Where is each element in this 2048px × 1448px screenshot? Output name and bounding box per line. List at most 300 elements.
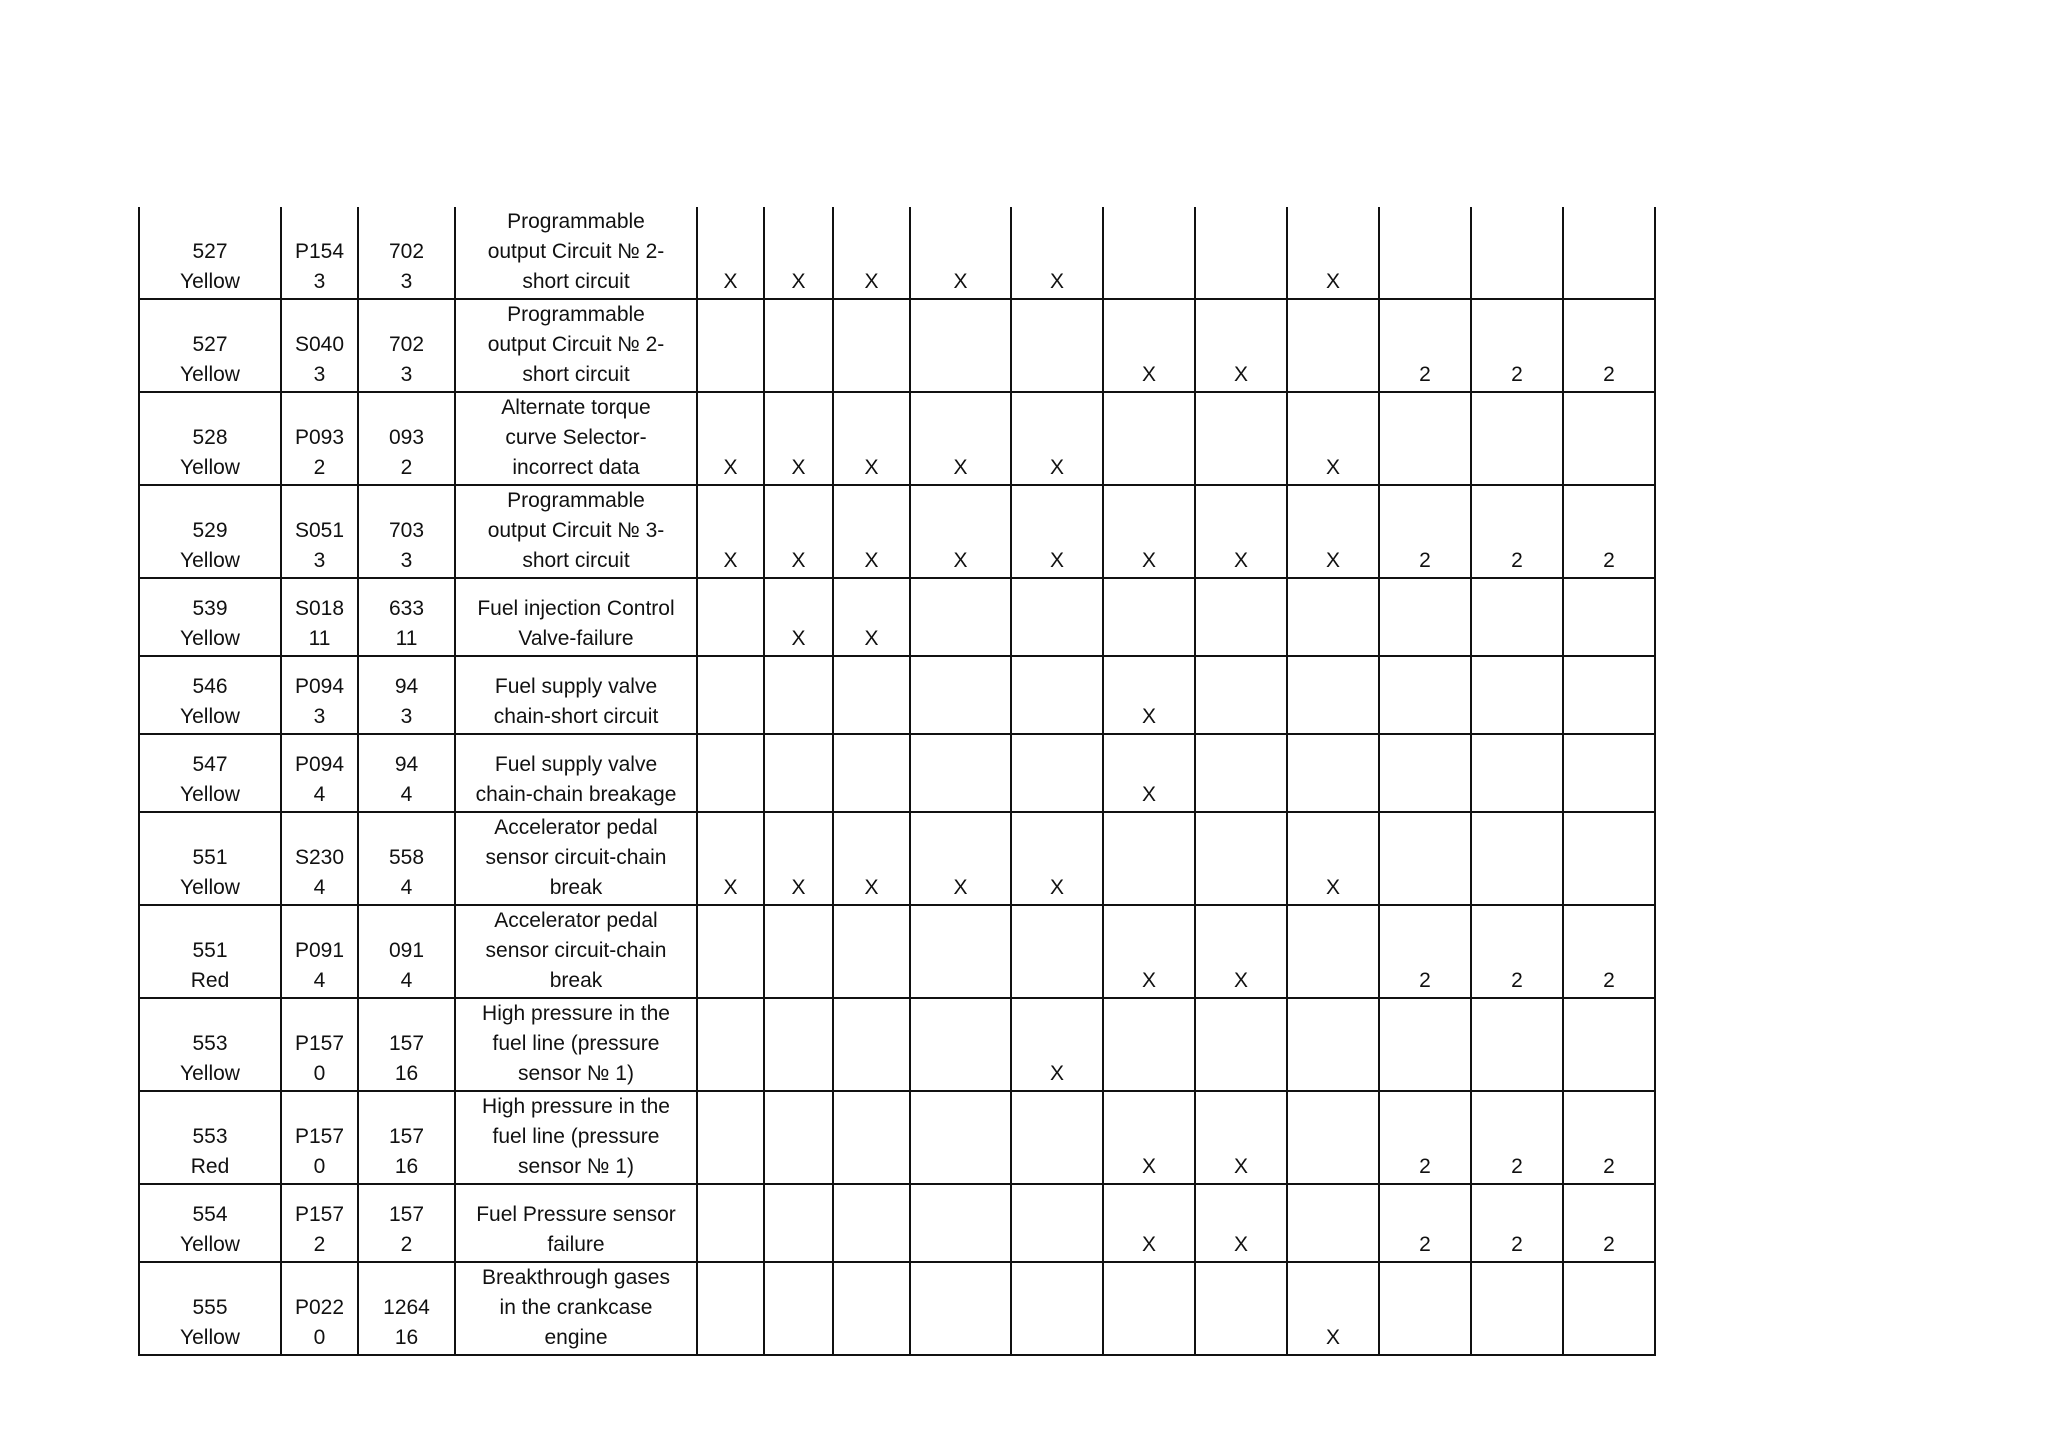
- description-cell-line: break: [549, 969, 603, 992]
- description-cell: [455, 812, 697, 905]
- flag-cell: [910, 998, 1011, 1091]
- flag-cell: [910, 734, 1011, 812]
- fmi-code-cell-line: 2: [400, 456, 413, 479]
- description-cell: [455, 998, 697, 1091]
- flag-cell: [1563, 207, 1655, 299]
- flag-cell: [1011, 734, 1103, 812]
- description-cell-line: Fuel Pressure sensor: [476, 1203, 676, 1226]
- flag-cell: [1287, 1184, 1379, 1262]
- description-cell: [455, 1184, 697, 1262]
- flag-cell: [1563, 812, 1655, 905]
- flag-cell: [697, 1184, 764, 1262]
- fmi-code-cell-line: 157: [388, 1203, 425, 1226]
- blink-code-cell-line: Red: [190, 1155, 230, 1178]
- blink-code-cell-line: Yellow: [180, 627, 240, 650]
- flag-cell: [1011, 1262, 1103, 1355]
- flag-cell: X: [1287, 392, 1379, 485]
- flag-cell: [764, 1184, 833, 1262]
- flag-cell: [1471, 998, 1563, 1091]
- blink-code-cell-line: 551: [192, 846, 228, 869]
- flag-cell: 2: [1471, 299, 1563, 392]
- blink-code-cell: [139, 1184, 281, 1262]
- blink-code-cell-line: 527: [192, 240, 228, 263]
- blink-code-cell-line: Yellow: [180, 456, 240, 479]
- flag-cell: [1287, 656, 1379, 734]
- flag-cell: [1563, 1262, 1655, 1355]
- flag-cell: [1471, 734, 1563, 812]
- description-cell-line: fuel line (pressure: [492, 1125, 660, 1148]
- flag-cell: [1379, 656, 1471, 734]
- spn-code-cell-line: P154: [294, 240, 345, 263]
- fmi-code-cell-line: 558: [388, 846, 425, 869]
- spn-code-cell-line: S018: [294, 597, 345, 620]
- blink-code-cell: [139, 578, 281, 656]
- spn-code-cell-line: 2: [313, 1233, 326, 1256]
- flag-cell: X: [1103, 656, 1195, 734]
- flag-cell: [1195, 207, 1287, 299]
- flag-cell: [764, 1091, 833, 1184]
- flag-cell: [1011, 656, 1103, 734]
- description-cell: [455, 578, 697, 656]
- table-row: [139, 207, 1655, 299]
- flag-cell: [1195, 656, 1287, 734]
- flag-cell: X: [1011, 207, 1103, 299]
- flag-cell: X: [910, 207, 1011, 299]
- blink-code-cell-line: Yellow: [180, 363, 240, 386]
- blink-code-cell: [139, 299, 281, 392]
- table-row: [139, 998, 1655, 1091]
- blink-code-cell-line: 555: [192, 1296, 228, 1319]
- flag-cell: [1287, 734, 1379, 812]
- flag-cell: [764, 656, 833, 734]
- fmi-code-cell-line: 1264: [383, 1296, 430, 1319]
- fmi-code-cell-line: 703: [388, 519, 425, 542]
- table-row: [139, 812, 1655, 905]
- flag-cell: [1287, 299, 1379, 392]
- flag-cell: X: [1103, 299, 1195, 392]
- description-cell: [455, 905, 697, 998]
- flag-cell: [1011, 578, 1103, 656]
- flag-cell: [910, 1184, 1011, 1262]
- flag-cell: [833, 1091, 910, 1184]
- spn-code-cell-line: 3: [313, 705, 326, 728]
- spn-code-cell: [281, 905, 358, 998]
- blink-code-cell: [139, 812, 281, 905]
- flag-cell: X: [764, 578, 833, 656]
- fmi-code-cell: [358, 998, 455, 1091]
- fmi-code-cell-line: 16: [394, 1062, 419, 1085]
- flag-cell: [1471, 392, 1563, 485]
- fmi-code-cell: [358, 485, 455, 578]
- flag-cell: [697, 656, 764, 734]
- blink-code-cell-line: 553: [192, 1032, 228, 1055]
- flag-cell: [1379, 392, 1471, 485]
- flag-cell: [833, 656, 910, 734]
- flag-cell: 2: [1471, 1091, 1563, 1184]
- flag-cell: [1379, 998, 1471, 1091]
- flag-cell: 2: [1471, 485, 1563, 578]
- flag-cell: [1287, 578, 1379, 656]
- spn-code-cell-line: 0: [313, 1326, 326, 1349]
- table-row: [139, 734, 1655, 812]
- fmi-code-cell-line: 091: [388, 939, 425, 962]
- flag-cell: X: [1011, 812, 1103, 905]
- fault-code-table: [138, 207, 1656, 1356]
- blink-code-cell: [139, 905, 281, 998]
- flag-cell: X: [1287, 207, 1379, 299]
- flag-cell: [1471, 1262, 1563, 1355]
- fmi-code-cell: [358, 299, 455, 392]
- fmi-code-cell-line: 157: [388, 1032, 425, 1055]
- description-cell-line: Accelerator pedal: [494, 909, 658, 932]
- spn-code-cell: [281, 207, 358, 299]
- flag-cell: [910, 578, 1011, 656]
- flag-cell: X: [910, 812, 1011, 905]
- blink-code-cell: [139, 485, 281, 578]
- flag-cell: X: [1103, 485, 1195, 578]
- flag-cell: [1471, 812, 1563, 905]
- flag-cell: [1103, 812, 1195, 905]
- flag-cell: [1471, 207, 1563, 299]
- fmi-code-cell-line: 702: [388, 240, 425, 263]
- blink-code-cell-line: Yellow: [180, 876, 240, 899]
- flag-cell: X: [1103, 1091, 1195, 1184]
- fmi-code-cell-line: 702: [388, 333, 425, 356]
- description-cell-line: output Circuit № 2-: [487, 240, 665, 263]
- description-cell-line: incorrect data: [512, 456, 640, 479]
- flag-cell: X: [1103, 1184, 1195, 1262]
- flag-cell: 2: [1471, 905, 1563, 998]
- blink-code-cell-line: Yellow: [180, 705, 240, 728]
- blink-code-cell-line: Yellow: [180, 1326, 240, 1349]
- fmi-code-cell-line: 2: [400, 1233, 413, 1256]
- flag-cell: X: [1103, 734, 1195, 812]
- description-cell-line: sensor circuit-chain: [485, 846, 667, 869]
- flag-cell: [910, 1091, 1011, 1184]
- flag-cell: [697, 578, 764, 656]
- spn-code-cell: [281, 812, 358, 905]
- spn-code-cell-line: P022: [294, 1296, 345, 1319]
- flag-cell: X: [1287, 812, 1379, 905]
- flag-cell: [1563, 392, 1655, 485]
- flag-cell: 2: [1379, 1091, 1471, 1184]
- spn-code-cell-line: P094: [294, 675, 345, 698]
- fmi-code-cell: [358, 656, 455, 734]
- table-row: [139, 905, 1655, 998]
- fmi-code-cell: [358, 1091, 455, 1184]
- flag-cell: [1011, 1091, 1103, 1184]
- flag-cell: [1287, 905, 1379, 998]
- flag-cell: [764, 1262, 833, 1355]
- flag-cell: [1287, 1091, 1379, 1184]
- fmi-code-cell: [358, 207, 455, 299]
- flag-cell: 2: [1379, 905, 1471, 998]
- spn-code-cell-line: P157: [294, 1125, 345, 1148]
- flag-cell: [1103, 207, 1195, 299]
- flag-cell: [1471, 656, 1563, 734]
- blink-code-cell-line: 547: [192, 753, 228, 776]
- description-cell: [455, 1262, 697, 1355]
- flag-cell: [697, 1091, 764, 1184]
- flag-cell: [1563, 734, 1655, 812]
- flag-cell: 2: [1563, 905, 1655, 998]
- description-cell: [455, 656, 697, 734]
- blink-code-cell-line: 553: [192, 1125, 228, 1148]
- flag-cell: X: [764, 392, 833, 485]
- spn-code-cell-line: P157: [294, 1203, 345, 1226]
- fmi-code-cell: [358, 734, 455, 812]
- flag-cell: [1195, 998, 1287, 1091]
- flag-cell: X: [833, 207, 910, 299]
- fmi-code-cell-line: 16: [394, 1155, 419, 1178]
- table-row: [139, 485, 1655, 578]
- fmi-code-cell-line: 157: [388, 1125, 425, 1148]
- flag-cell: X: [1287, 1262, 1379, 1355]
- description-cell-line: sensor № 1): [518, 1155, 634, 1178]
- blink-code-cell-line: 539: [192, 597, 228, 620]
- fmi-code-cell-line: 633: [388, 597, 425, 620]
- description-cell-line: short circuit: [522, 270, 630, 293]
- spn-code-cell-line: P157: [294, 1032, 345, 1055]
- blink-code-cell-line: Yellow: [180, 270, 240, 293]
- flag-cell: X: [1195, 905, 1287, 998]
- blink-code-cell-line: 529: [192, 519, 228, 542]
- spn-code-cell-line: 3: [313, 363, 326, 386]
- description-cell: [455, 734, 697, 812]
- description-cell-line: failure: [547, 1233, 605, 1256]
- flag-cell: [1379, 207, 1471, 299]
- flag-cell: [764, 734, 833, 812]
- flag-cell: X: [1011, 485, 1103, 578]
- blink-code-cell-line: Yellow: [180, 1233, 240, 1256]
- flag-cell: [764, 998, 833, 1091]
- flag-cell: X: [833, 392, 910, 485]
- flag-cell: [1195, 734, 1287, 812]
- table-row: [139, 578, 1655, 656]
- fmi-code-cell-line: 94: [394, 753, 419, 776]
- flag-cell: [833, 1262, 910, 1355]
- description-cell: [455, 207, 697, 299]
- spn-code-cell-line: S230: [294, 846, 345, 869]
- description-cell-line: short circuit: [522, 363, 630, 386]
- spn-code-cell-line: 3: [313, 270, 326, 293]
- description-cell-line: Valve-failure: [518, 627, 634, 650]
- flag-cell: X: [1103, 905, 1195, 998]
- table-row: [139, 1091, 1655, 1184]
- description-cell: [455, 299, 697, 392]
- flag-cell: [1379, 578, 1471, 656]
- flag-cell: [1379, 812, 1471, 905]
- flag-cell: [1563, 578, 1655, 656]
- spn-code-cell-line: 4: [313, 783, 326, 806]
- flag-cell: [697, 734, 764, 812]
- flag-cell: 2: [1379, 485, 1471, 578]
- flag-cell: X: [910, 485, 1011, 578]
- fmi-code-cell: [358, 392, 455, 485]
- description-cell-line: short circuit: [522, 549, 630, 572]
- blink-code-cell: [139, 656, 281, 734]
- flag-cell: [833, 905, 910, 998]
- blink-code-cell-line: Yellow: [180, 1062, 240, 1085]
- fmi-code-cell: [358, 1184, 455, 1262]
- flag-cell: X: [764, 207, 833, 299]
- flag-cell: 2: [1563, 1091, 1655, 1184]
- flag-cell: [1563, 656, 1655, 734]
- spn-code-cell-line: S040: [294, 333, 345, 356]
- description-cell-line: Fuel injection Control: [477, 597, 675, 620]
- flag-cell: [833, 734, 910, 812]
- fmi-code-cell-line: 94: [394, 675, 419, 698]
- fmi-code-cell-line: 3: [400, 705, 413, 728]
- description-cell-line: sensor № 1): [518, 1062, 634, 1085]
- blink-code-cell-line: Yellow: [180, 549, 240, 572]
- flag-cell: X: [833, 485, 910, 578]
- fmi-code-cell-line: 3: [400, 549, 413, 572]
- flag-cell: [697, 1262, 764, 1355]
- flag-cell: 2: [1471, 1184, 1563, 1262]
- fmi-code-cell: [358, 812, 455, 905]
- flag-cell: X: [1011, 998, 1103, 1091]
- blink-code-cell-line: Yellow: [180, 783, 240, 806]
- spn-code-cell-line: P091: [294, 939, 345, 962]
- flag-cell: [833, 299, 910, 392]
- table-row: [139, 1262, 1655, 1355]
- flag-cell: [1287, 998, 1379, 1091]
- flag-cell: [1379, 734, 1471, 812]
- table-row: [139, 656, 1655, 734]
- description-cell-line: engine: [544, 1326, 608, 1349]
- description-cell-line: Programmable: [507, 210, 645, 233]
- flag-cell: 2: [1379, 299, 1471, 392]
- flag-cell: [1195, 392, 1287, 485]
- flag-cell: [697, 998, 764, 1091]
- flag-cell: X: [697, 812, 764, 905]
- flag-cell: X: [697, 207, 764, 299]
- fmi-code-cell-line: 093: [388, 426, 425, 449]
- flag-cell: [910, 299, 1011, 392]
- spn-code-cell: [281, 1184, 358, 1262]
- spn-code-cell: [281, 1262, 358, 1355]
- blink-code-cell: [139, 392, 281, 485]
- description-cell-line: output Circuit № 3-: [487, 519, 665, 542]
- flag-cell: [833, 1184, 910, 1262]
- flag-cell: 2: [1563, 299, 1655, 392]
- flag-cell: X: [1195, 299, 1287, 392]
- description-cell: [455, 392, 697, 485]
- blink-code-cell-line: 546: [192, 675, 228, 698]
- flag-cell: X: [1195, 1184, 1287, 1262]
- flag-cell: [910, 905, 1011, 998]
- flag-cell: [1103, 392, 1195, 485]
- description-cell: [455, 1091, 697, 1184]
- description-cell-line: fuel line (pressure: [492, 1032, 660, 1055]
- flag-cell: [1103, 578, 1195, 656]
- flag-cell: 2: [1563, 485, 1655, 578]
- spn-code-cell-line: 11: [308, 627, 331, 650]
- fmi-code-cell: [358, 905, 455, 998]
- flag-cell: X: [764, 485, 833, 578]
- description-cell-line: Alternate torque: [501, 396, 651, 419]
- description-cell-line: Programmable: [507, 489, 645, 512]
- flag-cell: X: [1287, 485, 1379, 578]
- description-cell-line: High pressure in the: [482, 1002, 670, 1025]
- flag-cell: [1471, 578, 1563, 656]
- description-cell-line: curve Selector-: [505, 426, 647, 449]
- flag-cell: 2: [1379, 1184, 1471, 1262]
- flag-cell: X: [833, 578, 910, 656]
- spn-code-cell: [281, 578, 358, 656]
- description-cell: [455, 485, 697, 578]
- flag-cell: [764, 299, 833, 392]
- blink-code-cell-line: 527: [192, 333, 228, 356]
- description-cell-line: High pressure in the: [482, 1095, 670, 1118]
- flag-cell: [910, 1262, 1011, 1355]
- spn-code-cell-line: 3: [313, 549, 326, 572]
- fmi-code-cell-line: 3: [400, 270, 413, 293]
- description-cell-line: break: [549, 876, 603, 899]
- fmi-code-cell-line: 4: [400, 876, 413, 899]
- fmi-code-cell-line: 3: [400, 363, 413, 386]
- description-cell-line: sensor circuit-chain: [485, 939, 667, 962]
- table-body: [139, 207, 1655, 1355]
- spn-code-cell-line: 4: [313, 876, 326, 899]
- flag-cell: X: [910, 392, 1011, 485]
- flag-cell: [697, 299, 764, 392]
- fmi-code-cell: [358, 1262, 455, 1355]
- spn-code-cell-line: 2: [313, 456, 326, 479]
- flag-cell: X: [1011, 392, 1103, 485]
- description-cell-line: Accelerator pedal: [494, 816, 658, 839]
- spn-code-cell: [281, 485, 358, 578]
- table-row: [139, 299, 1655, 392]
- blink-code-cell-line: Red: [190, 969, 230, 992]
- blink-code-cell-line: 554: [192, 1203, 228, 1226]
- fmi-code-cell-line: 16: [394, 1326, 419, 1349]
- spn-code-cell-line: 0: [313, 1155, 326, 1178]
- blink-code-cell: [139, 734, 281, 812]
- flag-cell: [1563, 998, 1655, 1091]
- spn-code-cell: [281, 734, 358, 812]
- fmi-code-cell-line: 4: [400, 783, 413, 806]
- blink-code-cell: [139, 1091, 281, 1184]
- description-cell-line: output Circuit № 2-: [487, 333, 665, 356]
- flag-cell: [910, 656, 1011, 734]
- spn-code-cell-line: S051: [294, 519, 345, 542]
- flag-cell: [1103, 998, 1195, 1091]
- spn-code-cell-line: 4: [313, 969, 326, 992]
- spn-code-cell: [281, 392, 358, 485]
- flag-cell: X: [697, 485, 764, 578]
- flag-cell: [1195, 578, 1287, 656]
- table-row: [139, 1184, 1655, 1262]
- flag-cell: X: [697, 392, 764, 485]
- flag-cell: [764, 905, 833, 998]
- flag-cell: [1011, 299, 1103, 392]
- blink-code-cell-line: 528: [192, 426, 228, 449]
- spn-code-cell-line: 0: [313, 1062, 326, 1085]
- description-cell-line: Breakthrough gases: [482, 1266, 670, 1289]
- description-cell-line: chain-short circuit: [493, 705, 659, 728]
- spn-code-cell-line: P094: [294, 753, 345, 776]
- spn-code-cell: [281, 1091, 358, 1184]
- blink-code-cell-line: 551: [192, 939, 228, 962]
- spn-code-cell: [281, 299, 358, 392]
- blink-code-cell: [139, 998, 281, 1091]
- flag-cell: [833, 998, 910, 1091]
- flag-cell: X: [833, 812, 910, 905]
- flag-cell: [697, 905, 764, 998]
- description-cell-line: chain-chain breakage: [475, 783, 677, 806]
